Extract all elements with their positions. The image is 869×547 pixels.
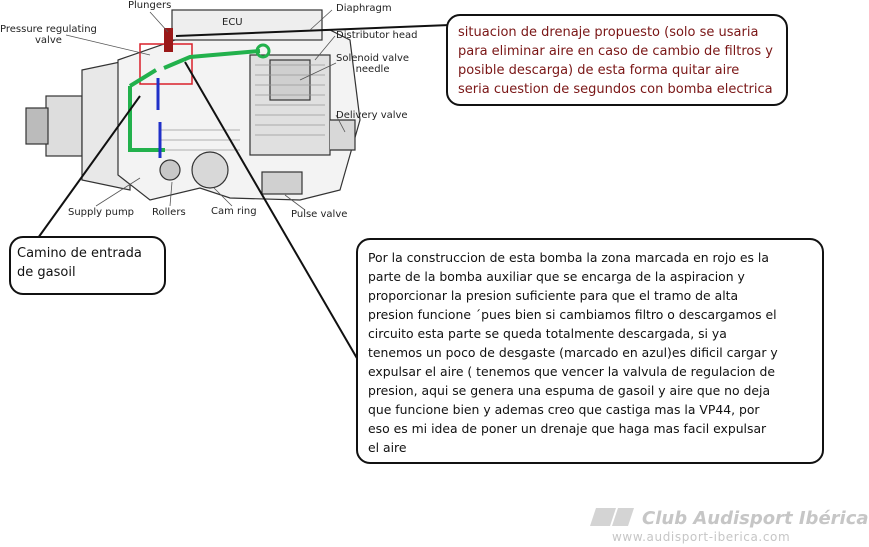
label-ecu: ECU: [222, 17, 243, 28]
label-distributor-head: Distributor head: [336, 30, 418, 41]
label-delivery-valve: Delivery valve: [336, 110, 408, 121]
label-pressure-regulating-valve: Pressure regulating valve: [0, 24, 97, 46]
watermark-logo-icon: [588, 504, 636, 530]
label-supply-pump: Supply pump: [68, 207, 135, 218]
label-rollers: Rollers: [152, 207, 186, 218]
callout-fuel-inlet: [9, 236, 166, 295]
cam-ring: [192, 152, 228, 188]
drive-shaft: [46, 96, 82, 156]
solenoid-valve: [270, 60, 310, 100]
label-cam-ring: Cam ring: [211, 206, 257, 217]
label-solenoid-valve-needle: Solenoid valve needle: [336, 53, 410, 75]
callout-fuel-inlet-text: Camino de entrada de gasoil: [17, 246, 142, 280]
callout-explanation: [356, 238, 824, 464]
callout-explanation-text: Por la construccion de esta bomba la zona marcada en rojo es la parte de la bomba auxiliar que se encarga de la aspiracion y proporcionar la presion suficiente para que el tramo de alta presion funcione ´pues bien si cambiamos filtro o descargamos el circuito esta parte se queda totalmente descargada, si ya tenemos un poco de desgaste (marcado en azul)es dificil cargar y expulsar el aire ( tenemos que vencer la valvula de regulacion de presion, aqui se genera una espuma de gasoil y aire que no deja que funcione bien y ademas creo que castiga mas la VP44, por eso es mi idea de poner un drenaje que haga mas facil expulsar el aire: [368, 250, 778, 455]
label-pulse-valve: Pulse valve: [291, 209, 348, 220]
pulse-valve: [262, 172, 302, 194]
label-plungers: Plungers: [128, 0, 172, 11]
callout-proposed-drain: [446, 14, 788, 106]
watermark-url: www.audisport-iberica.com: [612, 530, 791, 544]
watermark-club-name: Club Audisport Ibérica: [642, 508, 869, 529]
callout-proposed-drain-text: situacion de drenaje propuesto (solo se usaria para eliminar aire en caso de cambio de filtros y posible descarga) de esta forma quitar aire seria cuestion de segundos con bomba electrica: [458, 25, 773, 97]
rollers: [160, 160, 180, 180]
label-diaphragm: Diaphragm: [336, 3, 392, 14]
